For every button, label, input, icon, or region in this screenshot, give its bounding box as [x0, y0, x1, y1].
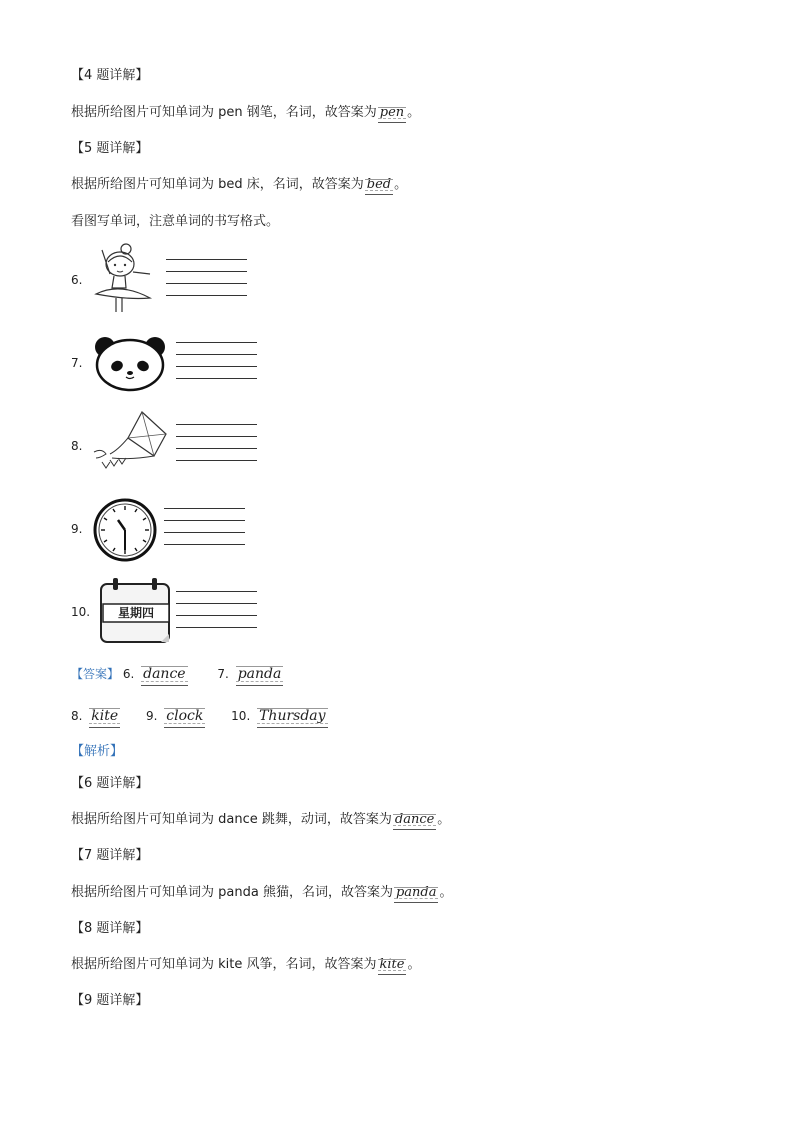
calendar-day-label: 星期四 — [117, 606, 154, 620]
q4-explanation: 根据所给图片可知单词为 pen 钢笔，名词，故答案为 pen 。 — [71, 104, 420, 123]
calendar-icon — [99, 578, 173, 644]
instruction: 看图写单词，注意单词的书写格式。 — [71, 214, 280, 229]
answer-row-1: 【答案】 6. dance 7. panda — [71, 663, 284, 686]
q5-answer: bed — [365, 176, 393, 195]
q6-writing-lines — [166, 259, 247, 307]
answer-label: 【答案】 — [71, 667, 120, 681]
girl-dancing-icon — [88, 242, 158, 314]
q7-detail: 根据所给图片可知单词为 panda 熊猫，名词，故答案为 panda 。 — [71, 884, 453, 903]
clock-icon — [92, 498, 158, 562]
q6-number: 6. — [71, 273, 83, 287]
q7-number: 7. — [71, 356, 83, 370]
q5-explanation: 根据所给图片可知单词为 bed 床，名词，故答案为 bed 。 — [71, 176, 407, 195]
q9-writing-lines — [164, 508, 245, 556]
q7-writing-lines — [176, 342, 257, 390]
answer-7: panda — [236, 663, 284, 686]
q8-detail-heading: 【8 题详解】 — [71, 921, 149, 936]
kite-icon — [88, 408, 170, 472]
q6-detail-heading: 【6 题详解】 — [71, 776, 149, 791]
q9-detail-heading: 【9 题详解】 — [71, 993, 149, 1008]
q10-writing-lines — [176, 591, 257, 639]
q4-heading: 【4 题详解】 — [71, 68, 149, 83]
q9-number: 9. — [71, 522, 83, 536]
answer-6: dance — [141, 663, 187, 686]
q6-detail-answer: dance — [393, 811, 436, 830]
q5-heading: 【5 题详解】 — [71, 141, 149, 156]
q8-detail: 根据所给图片可知单词为 kite 风筝，名词，故答案为 kite 。 — [71, 956, 420, 975]
q6-detail: 根据所给图片可知单词为 dance 跳舞，动词，故答案为 dance 。 — [71, 811, 450, 830]
q4-answer: pen — [378, 104, 406, 123]
q8-detail-answer: kite — [378, 956, 407, 975]
answer-8: kite — [89, 705, 120, 728]
answer-row-2: 8. kite 9. clock 10. Thursday — [71, 705, 329, 728]
q8-number: 8. — [71, 439, 83, 453]
q8-writing-lines — [176, 424, 257, 472]
q7-detail-answer: panda — [394, 884, 439, 903]
panda-icon — [93, 333, 167, 393]
answer-9: clock — [164, 705, 205, 728]
q7-detail-heading: 【7 题详解】 — [71, 848, 149, 863]
answer-10: Thursday — [257, 705, 327, 728]
analysis-label: 【解析】 — [71, 744, 124, 759]
q10-number: 10. — [71, 605, 91, 619]
